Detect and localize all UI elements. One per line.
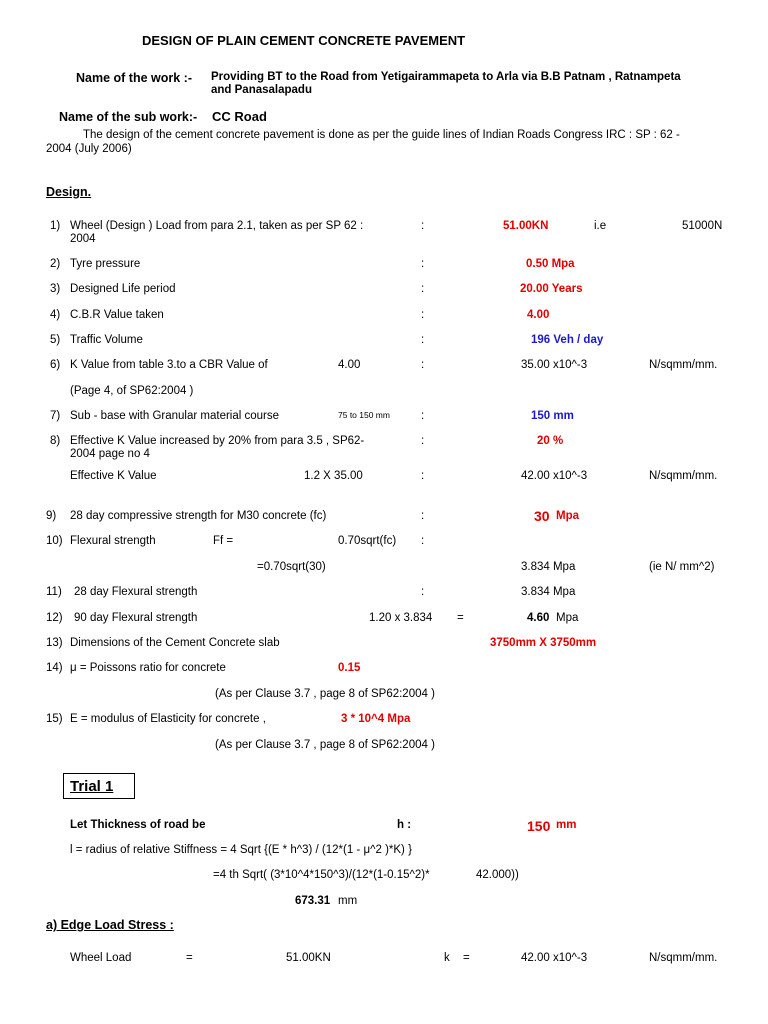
subwork-label: Name of the sub work:- <box>59 110 198 124</box>
item-description: 2004 <box>70 233 96 245</box>
item-number: 13) <box>46 637 63 649</box>
stiffness-formula: l = radius of relative Stiffness = 4 Sqrt {(E * h^3) / (12*(1 - μ^2 )*K) } <box>70 844 412 856</box>
item-unit: Mpa <box>556 612 579 624</box>
item-number: 8) <box>50 435 61 447</box>
item-value: 3.834 Mpa <box>521 561 576 573</box>
equals-sign: = <box>186 952 193 964</box>
item-note: (ie N/ mm^2) <box>649 561 715 573</box>
colon: : <box>421 510 425 522</box>
item-value: 4.60 <box>527 612 550 624</box>
item-description: 2004 page no 4 <box>70 448 150 460</box>
page-title: DESIGN OF PLAIN CEMENT CONCRETE PAVEMENT <box>142 33 466 48</box>
colon: : <box>421 334 425 346</box>
wheel-load-value: 51.00KN <box>286 952 331 964</box>
work-line2: and Panasalapadu <box>211 84 312 96</box>
item-description: Sub - base with Granular material course <box>70 410 280 422</box>
item-mid-value: 1.20 x 3.834 <box>369 612 433 624</box>
item-description: 90 day Flexural strength <box>74 612 198 624</box>
item-value: 20 % <box>537 435 564 447</box>
item-description: Traffic Volume <box>70 334 143 346</box>
item-description: Designed Life period <box>70 283 176 295</box>
design-heading: Design. <box>46 185 92 199</box>
colon: : <box>421 435 425 447</box>
item-number: 11) <box>46 586 62 598</box>
item-value: 150 mm <box>531 410 574 422</box>
k-label: k <box>444 952 450 964</box>
item-number: 12) <box>46 612 63 624</box>
item-value: 3 * 10^4 Mpa <box>341 713 411 725</box>
h-value: 150 <box>527 818 551 834</box>
thickness-label: Let Thickness of road be <box>70 819 206 831</box>
item-mid-value: 0.70sqrt(fc) <box>338 535 397 547</box>
item-mid-value: 4.00 <box>338 359 361 371</box>
ie-label: i.e <box>594 220 607 232</box>
item-extra: 51000N <box>682 220 723 232</box>
colon: : <box>421 258 425 270</box>
item-description: Wheel (Design ) Load from para 2.1, taken as per SP 62 : <box>70 220 364 232</box>
item-number: 4) <box>50 309 61 321</box>
item-mid-value: 75 to 150 mm <box>338 410 390 420</box>
colon: : <box>421 220 425 232</box>
item-number: 10) <box>46 535 63 547</box>
formula-line: =0.70sqrt(30) <box>257 561 326 573</box>
item-value: 4.00 <box>527 309 550 321</box>
k-unit: N/sqmm/mm. <box>649 952 718 964</box>
h-label: h : <box>397 819 412 831</box>
item-unit: N/sqmm/mm. <box>649 359 718 371</box>
k-value: 42.00 x10^-3 <box>521 952 588 964</box>
item-value: 0.15 <box>338 662 361 674</box>
item-value: 20.00 Years <box>520 283 583 295</box>
item-description: Flexural strength <box>70 535 156 547</box>
item-description: 28 day compressive strength for M30 concrete (fc) <box>70 510 327 522</box>
item-number: 15) <box>46 713 63 725</box>
item-note: (As per Clause 3.7 , page 8 of SP62:2004 ) <box>215 688 435 700</box>
item-value: 3.834 Mpa <box>521 586 576 598</box>
item-number: 5) <box>50 334 61 346</box>
item-number: 2) <box>50 258 61 270</box>
item-value: 42.00 x10^-3 <box>521 470 588 482</box>
edge-load-heading: a) Edge Load Stress : <box>46 918 174 932</box>
colon: : <box>421 359 425 371</box>
item-number: 6) <box>50 359 61 371</box>
colon: : <box>421 470 425 482</box>
item-number: 1) <box>50 220 61 232</box>
colon: : <box>421 410 425 422</box>
item-mid-value: 1.2 X 35.00 <box>304 470 363 482</box>
h-unit: mm <box>556 819 577 831</box>
item-unit: Mpa <box>556 510 579 522</box>
item-number: 9) <box>46 510 57 522</box>
colon: : <box>421 586 425 598</box>
subwork-value: CC Road <box>212 109 267 124</box>
item-description: E = modulus of Elasticity for concrete , <box>70 713 266 725</box>
equals-sign: = <box>457 612 464 624</box>
item-value: 0.50 Mpa <box>526 258 575 270</box>
item-value: 196 Veh / day <box>531 334 604 346</box>
colon: : <box>421 309 425 321</box>
work-label: Name of the work :- <box>76 71 192 85</box>
colon: : <box>421 535 425 547</box>
item-description: Effective K Value <box>70 470 157 482</box>
item-value: 3750mm X 3750mm <box>490 637 597 649</box>
wheel-load-label: Wheel Load <box>70 952 132 964</box>
formula-label: Ff = <box>213 535 234 547</box>
item-description: K Value from table 3.to a CBR Value of <box>70 359 268 371</box>
stiffness-result-unit: mm <box>338 895 358 907</box>
equals-sign: = <box>463 952 470 964</box>
item-note: (As per Clause 3.7 , page 8 of SP62:2004 ) <box>215 739 435 751</box>
stiffness-formula-k: 42.000)) <box>476 869 519 881</box>
stiffness-result: 673.31 <box>295 895 331 907</box>
trial-box <box>63 773 135 799</box>
item-value: 51.00KN <box>503 220 549 232</box>
item-number: 3) <box>50 283 61 295</box>
work-line1: Providing BT to the Road from Yetigairammapeta to Arla via B.B Patnam , Ratnampeta <box>211 71 681 83</box>
item-unit: N/sqmm/mm. <box>649 470 718 482</box>
stiffness-formula-evaluated: =4 th Sqrt( (3*10^4*150^3)/(12*(1-0.15^2)* <box>213 869 430 881</box>
item-description: C.B.R Value taken <box>70 309 164 321</box>
item-value: 35.00 x10^-3 <box>521 359 588 371</box>
item-description: Tyre pressure <box>70 258 141 270</box>
item-description: Effective K Value increased by 20% from para 3.5 , SP62- <box>70 435 365 447</box>
colon: : <box>421 283 425 295</box>
item-value: 30 <box>534 508 550 524</box>
item-number: 7) <box>50 410 61 422</box>
item-note: (Page 4, of SP62:2004 ) <box>70 385 194 397</box>
item-number: 14) <box>46 662 63 674</box>
intro-line1: The design of the cement concrete pavement is done as per the guide lines of Indian Roads Congress IRC : SP : 62 - <box>83 129 680 141</box>
item-description: Dimensions of the Cement Concrete slab <box>70 637 280 649</box>
item-description: 28 day Flexural strength <box>74 586 198 598</box>
trial-label: Trial 1 <box>70 778 114 795</box>
intro-line2: 2004 (July 2006) <box>46 143 132 155</box>
item-description: μ = Poissons ratio for concrete <box>70 662 226 674</box>
